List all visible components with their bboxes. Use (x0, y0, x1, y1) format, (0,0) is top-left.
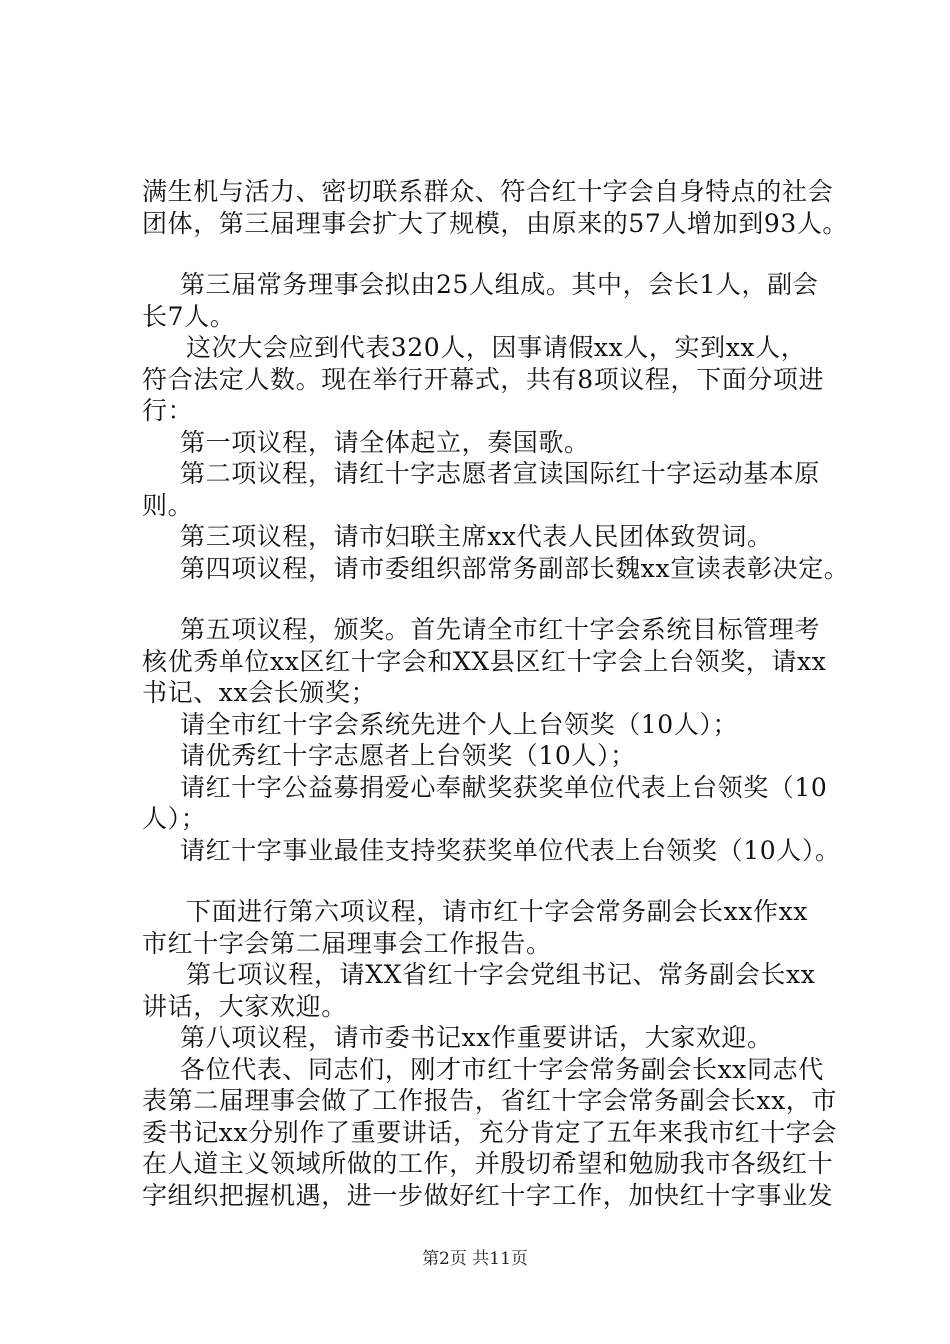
text-line: 核优秀单位xx区红十字会和XX县区红十字会上台领奖，请xx (142, 646, 827, 676)
text-line: 第一项议程，请全体起立，奏国歌。 (180, 427, 590, 457)
text-line: 讲话，大家欢迎。 (142, 991, 347, 1021)
text-line: 表第二届理事会做了工作报告，省红十字会常务副会长xx，市 (142, 1086, 838, 1115)
text-line: 字组织把握机遇，进一步做好红十字工作，加快红十字事业发 (142, 1180, 834, 1210)
text-line: 行： (142, 396, 194, 425)
text-line: 书记、xx会长颁奖； (142, 678, 377, 707)
text-line: 满生机与活力、密切联系群众、符合红十字会自身特点的社会 (142, 177, 834, 206)
text-line: 第五项议程，颁奖。首先请全市红十字会系统目标管理考 (180, 615, 821, 644)
text-line: 在人道主义领域所做的工作，并殷切希望和勉励我市各级红十 (142, 1149, 834, 1178)
text-line: 这次大会应到代表320人，因事请假xx人，实到xx人， (186, 333, 807, 362)
paragraph-gap (142, 866, 842, 896)
document-body (142, 176, 850, 1211)
text-line: 请优秀红十字志愿者上台领奖（10人）； (180, 741, 636, 770)
text-line: 第八项议程，请市委书记xx作重要讲话，大家欢迎。 (180, 1023, 773, 1052)
text-line: 第二项议程，请红十字志愿者宣读国际红十字运动基本原 (180, 459, 821, 488)
paragraph-4 (142, 896, 842, 1211)
paragraph-gap (142, 584, 842, 614)
paragraph-2 (142, 269, 850, 584)
paragraph-gap (142, 239, 842, 269)
paragraph-1 (142, 176, 849, 239)
text-line: 请红十字事业最佳支持奖获奖单位代表上台领奖（10人）。 (180, 835, 841, 865)
text-line: 符合法定人数。现在举行开幕式，共有8项议程，下面分项进 (142, 364, 825, 394)
text-line: 长7人。 (142, 301, 236, 331)
paragraph-3 (142, 614, 842, 866)
text-line: 委书记xx分别作了重要讲话，充分肯定了五年来我市红十字会 (142, 1117, 838, 1147)
text-line: 人）； (142, 804, 207, 833)
text-line: 下面进行第六项议程，请市红十字会常务副会长xx作xx (186, 897, 808, 926)
text-line: 则。 (142, 490, 194, 520)
text-line: 请红十字公益募捐爱心奉献奖获奖单位代表上台领奖（10 (180, 772, 828, 802)
text-line: 第七项议程，请XX省红十字会党组书记、常务副会长xx (186, 960, 816, 989)
text-line: 第四项议程，请市委组织部常务副部长魏xx宣读表彰决定。 (180, 553, 850, 583)
text-line: 第三项议程，请市妇联主席xx代表人民团体致贺词。 (180, 522, 773, 551)
text-line: 请全市红十字会系统先进个人上台领奖（10人）； (180, 709, 739, 739)
text-line: 市红十字会第二届理事会工作报告。 (142, 928, 552, 958)
text-line: 第三届常务理事会拟由25人组成。其中，会长1人，副会 (180, 270, 819, 299)
text-line: 各位代表、同志们，刚才市红十字会常务副会长xx同志代 (180, 1054, 824, 1084)
page-footer: 第2页 共11页 (422, 1249, 528, 1269)
text-line: 团体，第三届理事会扩大了规模，由原来的57人增加到93人。 (142, 208, 849, 238)
